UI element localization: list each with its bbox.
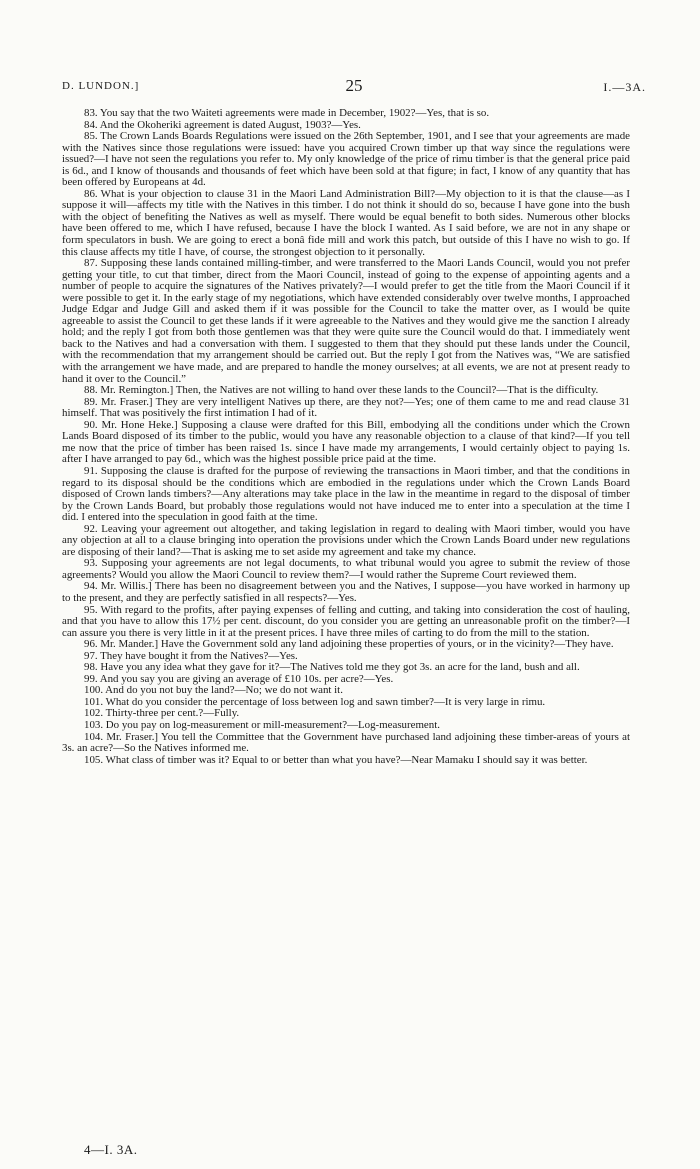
paragraph: 92. Leaving your agreement out altogether, and taking legislation in regard to dealing with Maori timber, would you have any objection at all to a clause bringing into operation the provisions under which the Crown Lands Board under new regulations are disposing of their land?—That is asking me to set aside my agreement and take my chance.: [62, 522, 630, 558]
paragraph: 86. What is your objection to clause 31 in the Maori Land Administration Bill?—My objection to it is that the clause—as I suppose it will—affects my title with the Natives in this timber. I do not think it should do so, because I have gone into the bush with the object of benefiting the Natives as well as myself. There would be equal benefit to both sides. Numerous other blocks have been offered to me, which I have refused, because I have the block I wanted. As I said before, we are not in any shape or form speculators in bush. We are going to erect a bonâ fide mill and work this patch, but outside of this I have no wish to go. If this clause affects my title I have, of course, the strongest objection to it personally.: [62, 187, 630, 258]
paragraph: 94. Mr. Willis.] There has been no disagreement between you and the Natives, I suppose—you have worked in harmony up to the present, and they are perfectly satisfied in all respects?—Yes.: [62, 580, 630, 604]
paragraph: 83. You say that the two Waiteti agreements were made in December, 1902?—Yes, that is so.: [84, 107, 490, 119]
page-header: [62, 76, 646, 100]
paragraph: 98. Have you any idea what they gave for it?—The Natives told me they got 3s. an acre for the land, bush and all.: [84, 661, 580, 674]
document-reference: I.—3A.: [603, 80, 646, 94]
paragraph: 99. And you say you are giving an average of £10 10s. per acre?—Yes.: [84, 672, 394, 685]
paragraph: 102. Thirty-three per cent.?—Fully.: [84, 707, 240, 720]
paragraph: 101. What do you consider the percentage of loss between log and sawn timber?—It is very large in rimu.: [84, 695, 546, 708]
paragraph: 105. What class of timber was it? Equal to or better than what you have?—Near Mamaku I should say it was better.: [84, 753, 588, 766]
paragraph: 88. Mr. Remington.] Then, the Natives are not willing to hand over these lands to the Council?—That is the difficulty.: [84, 384, 599, 397]
paragraph: 97. They have bought it from the Natives?—Yes.: [84, 649, 298, 662]
signature-mark: 4—I. 3A.: [84, 1142, 138, 1157]
testimony-body: [62, 108, 630, 766]
paragraph: 89. Mr. Fraser.] They are very intelligent Natives up there, are they not?—Yes; one of them came to me and read clause 31 himself. That was positively the first intimation I had of it.: [62, 395, 630, 420]
paragraph: 100. And do you not buy the land?—No; we do not want it.: [84, 684, 343, 697]
paragraph: 93. Supposing your agreements are not legal documents, to what tribunal would you agree to submit the review of those agreements? Would you allow the Maori Council to review them?—I would rather the Supreme Court reviewed them.: [62, 557, 630, 581]
paragraph: 90. Mr. Hone Heke.] Supposing a clause were drafted for this Bill, embodying all the conditions under which the Crown Lands Board disposed of its timber to the public, would you have any reasonable objection to a clause of that kind?—If you tell me now that the price of timber has been raised 1s. since I have made my arrangements, I would certainly object to paying 1s. after I have arranged to pay 6d., which was the highest possible price paid at the time.: [62, 418, 630, 466]
paragraph: 91. Supposing the clause is drafted for the purpose of reviewing the transactions in Maori timber, and that the conditions in regard to its disposal should be the conditions which are embodied in the regulations under which the Crown Lands Board disposed of Crown lands timbers?—Any alterations may take place in the law in the meantime in regard to the disposal of timber by the Crown Lands Board, but probably those regulations would not have induced me to enter into a speculation at the time I did. I entered into the speculation in good faith at the time.: [62, 464, 630, 524]
paragraph: 104. Mr. Fraser.] You tell the Committee that the Government have purchased land adjoining these timber-areas of yours at 3s. an acre?—So the Natives informed me.: [62, 730, 630, 755]
witness-name: D. LUNDON.]: [62, 80, 140, 92]
paragraph: 85. The Crown Lands Boards Regulations were issued on the 26th September, 1901, and I see that your agreements are made with the Natives since those regulations were issued: have you acquired Crown timber up that way since the regulations were issued?—I have not seen the regulations you refer to. My only knowledge of the price of rimu timber is that the general price paid is 6d., and I know of thousands and thousands of feet which have been sold at that figure; in fact, I know of any quantity that has been offered by Europeans at 4d.: [62, 130, 630, 189]
paragraph: 103. Do you pay on log-measurement or mill-measurement?—Log-measurement.: [84, 718, 440, 731]
paragraph: 87. Supposing these lands contained milling-timber, and were transferred to the Maori Lands Council, would you not prefer getting your title, to cut that timber, direct from the Maori Council, instead of going to the expense of appointing agents and a number of people to acquire the signatures of the Natives privately?—I would prefer to get the title from the Maori Council if it were possible to get it. In the early stage of my negotiations, which have extended considerably over twelve months, I approached Judge Edgar and Judge Gill and asked them if it was possible for the Council to take the matter over, as I would be quite agreeable to assist the Council to get these lands if it were agreeable to the Natives and they would give me the sanction I already hold; and the reply I got from both those gentlemen was that they were quite sure the Council would do that. I immediately went back to the Natives and had a conversation with them. I suggested to them that they should put these lands under the Council, with the recommendation that my arrangement should be carried out. But the reply I got from the Natives was, “We are satisfied with the arrangement we have made, and are prepared to handle the money ourselves; at all events, we are not at present ready to hand it over to the Council.”: [62, 257, 630, 385]
paragraph: 84. And the Okoheriki agreement is dated August, 1903?—Yes.: [84, 118, 361, 131]
page-number: 25: [345, 76, 363, 95]
paragraph: 95. With regard to the profits, after paying expenses of felling and cutting, and taking into consideration the cost of hauling, and that you have to allow this 17½ per cent. discount, do you consider you are getting an unreasonable profit on the timber?—I can assure you there is very little in it at the present prices. I have three miles of carting to do from the mill to the station.: [62, 603, 630, 639]
paragraph: 96. Mr. Mander.] Have the Government sold any land adjoining these properties of yours, or in the vicinity?—They have.: [84, 638, 614, 651]
